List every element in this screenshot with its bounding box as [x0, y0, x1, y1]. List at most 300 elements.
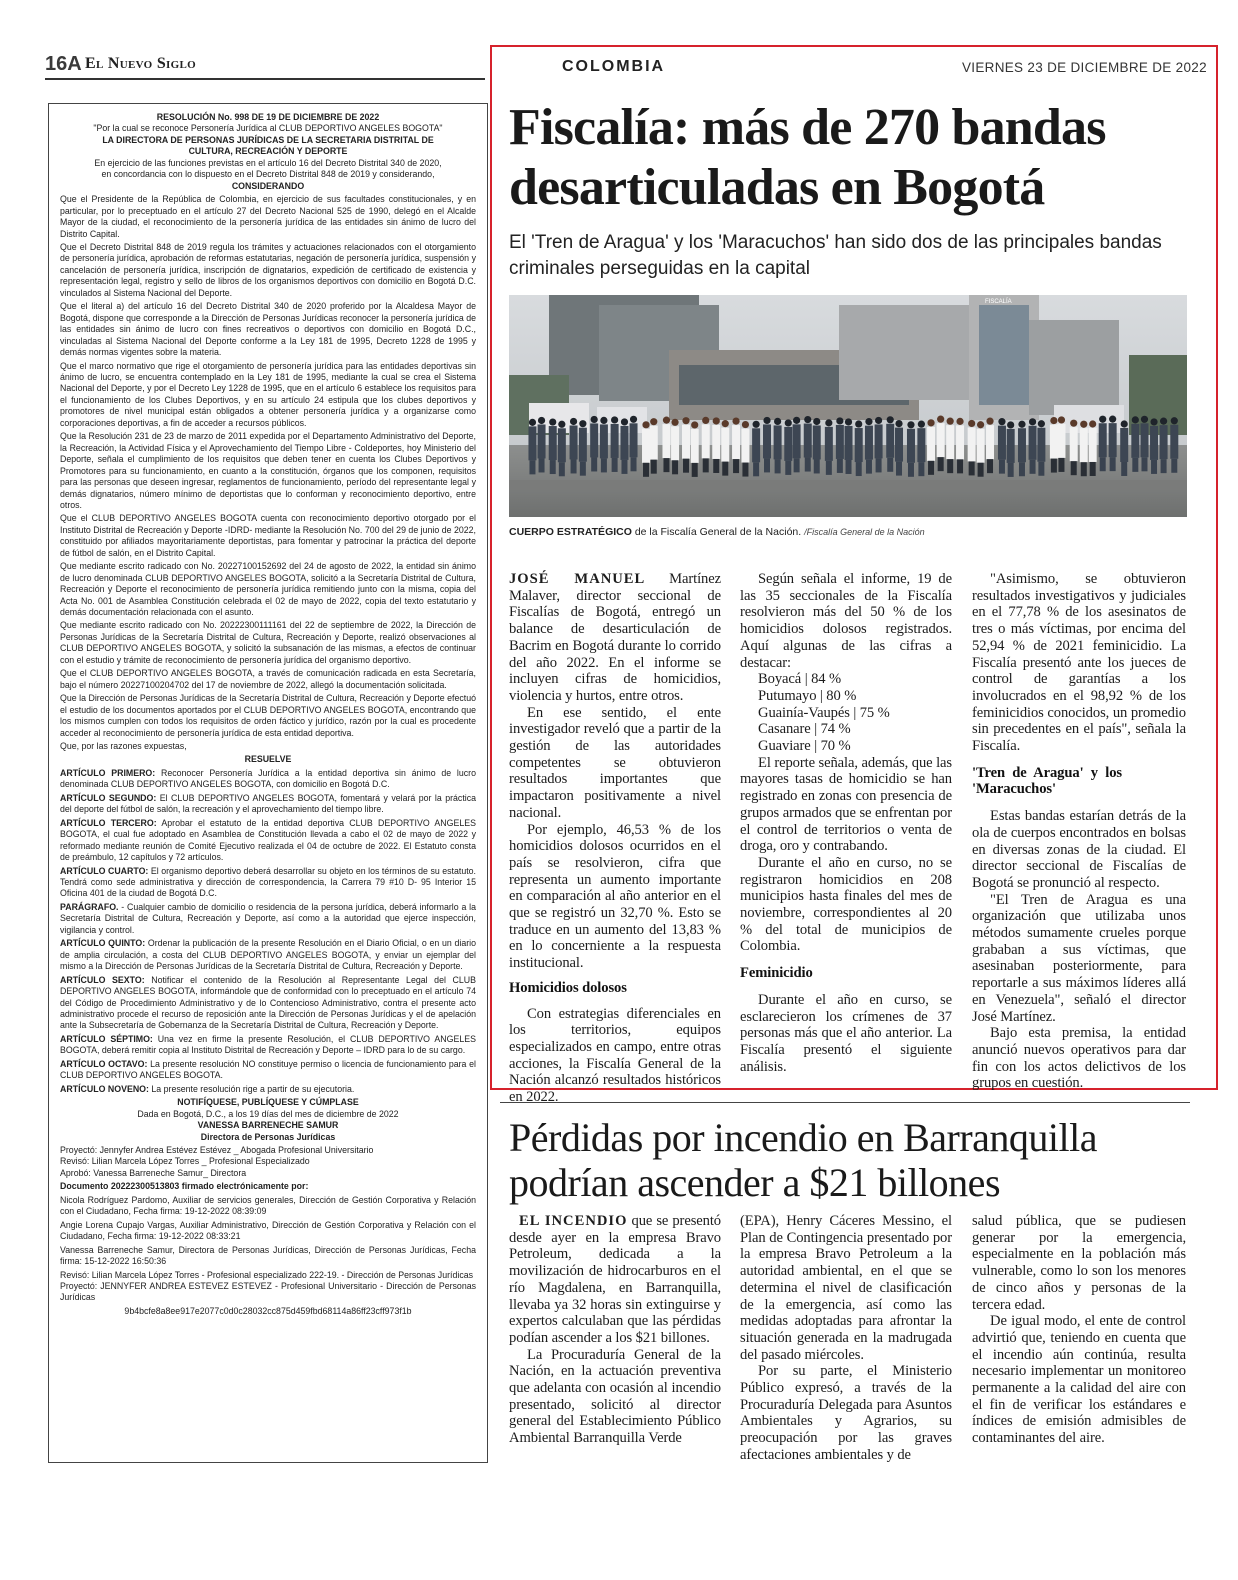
approved-by: Aprobó: Vanessa Barreneche Samur_ Directora [60, 1167, 247, 1178]
person-figure [1070, 427, 1078, 461]
page-number: 16A [45, 53, 82, 75]
article-text: Ordenar la publicación de la presente Resolución en el Diario Oficial, o en un diario de amplia circulación, a costa del CLUB DEPORTIVO ANGELES BOGOTA, y enviar un ejemplar del mismo a la Dirección de Personas Jurídicas de la Secretaría Distrital de Cultura, Recreación y Deporte. [60, 938, 476, 972]
notify-line: NOTIFÍQUESE, PUBLÍQUESE Y CÚMPLASE [177, 1097, 359, 1108]
person-figure [793, 424, 801, 458]
article2-column-3 [972, 1213, 1186, 1447]
stat-item: Casanare | 74 % [758, 721, 851, 738]
person-legs [826, 461, 832, 475]
caption-text: de la Fiscalía General de la Nación. [631, 526, 802, 538]
person-figure [570, 425, 578, 459]
person-legs [1090, 462, 1096, 476]
article-clause [60, 818, 476, 864]
person-figure [691, 429, 699, 463]
person-figure [1131, 424, 1139, 458]
person-legs [1071, 461, 1077, 475]
person-head [570, 418, 577, 425]
person-head [865, 418, 872, 425]
person-legs [571, 459, 577, 473]
article-text: Notificar el contenido de la Resolución al Representante Legal del CLUB DEPORTIVO ANGELES BOGOTA, informándole que de conformidad con lo preceptuado en el artículo 74 del Código de Procedimiento Administrativo y de lo Contencioso Administrativo, contra el presente acto administrativo procede el recurso de reposición ante la Dirección de Personas Jurídicas y el de apelación ante la Subsecretaría de Gobernanza de la Secretaría Distrital de Cultura, Recreación y Deporte. [60, 974, 476, 1031]
person-legs [928, 461, 934, 475]
person-head [927, 419, 934, 426]
lead-text: Martínez Malaver, director seccional de Fiscalías de Bogotá, entregó un balance de desarticulación de Bacrim en Bogotá durante lo corrido del año 2022. En el informe se incluyen cifras de homicidios, violencia y hurtos, entre otros. [509, 571, 721, 704]
person-figure [763, 424, 771, 458]
person-figure [558, 428, 566, 462]
article-clause [60, 1059, 476, 1082]
person-figure [937, 423, 945, 457]
person-legs [908, 463, 914, 477]
article-text: El CLUB DEPORTIVO ANGELES BOGOTA, fomentará y velará por la práctica del deporte del fútbol de salón, la recreación y el aprovechamiento del tiempo libre. [60, 792, 477, 815]
photo-fiscalia-group [509, 295, 1187, 517]
article-label: ARTÍCULO TERCERO: [60, 817, 157, 828]
person-head [713, 417, 720, 424]
person-head [538, 417, 545, 424]
person-figure [590, 423, 598, 457]
person-legs [947, 459, 953, 473]
intro-line-2: en concordancia con lo dispuesto en el Decreto Distrital 848 de 2019 y considerando, [101, 169, 435, 180]
person-legs [785, 461, 791, 475]
person-legs [856, 462, 862, 476]
person-head [1018, 421, 1025, 428]
person-figure [927, 427, 935, 461]
person-legs [1151, 460, 1157, 474]
paragraph: Bajo esta premisa, la entidad anunció nuevos operativos para dar fin con los actos delictivos de los grupos en cuestión. [972, 1025, 1186, 1092]
person-legs [1132, 458, 1138, 472]
person-figure [986, 425, 994, 459]
signer-name: VANESSA BARRENECHE SAMUR [197, 1120, 339, 1131]
issue-date: VIERNES 23 DE DICIEMBRE DE 2022 [962, 60, 1207, 75]
person-figure [642, 429, 650, 463]
person-figure [836, 425, 844, 459]
person-legs [764, 458, 770, 472]
article-text: La presente resolución rige a partir de su ejecutoria. [148, 1083, 355, 1094]
legal-notice [48, 103, 488, 1463]
person-legs [703, 458, 709, 472]
article-label: ARTÍCULO PRIMERO: [60, 767, 156, 778]
intro-line-1: En ejercicio de las funciones previstas en el artículo 16 del Decreto Distrital 340 de 2020, [94, 157, 442, 168]
considerando-heading: CONSIDERANDO [231, 180, 305, 191]
authority-line-1: LA DIRECTORA DE PERSONAS JURÍDICAS DE LA SECRETARIA DISTRITAL DE [102, 134, 434, 145]
electronic-signature-line: Documento 20222300513803 firmado electrónicamente por: [60, 1181, 309, 1192]
article-text: - Cualquier cambio de domicilio o residencia de la persona jurídica, deberá informarlo a la Secretaría Distrital de Cultura, Recreación y Deporte, así como a la autoridad que ejerce inspección, vigilancia y control. [60, 901, 476, 935]
paragraph: Según señala el informe, 19 de las 35 seccionales de la Fiscalía resolvieron más del 50 % de los homicidios dolosos registrados. Aquí algunas de las cifras a destacar: [740, 571, 952, 671]
person-legs [591, 457, 597, 471]
headline-barranquilla: Pérdidas por incendio en Barranquilla podrían ascender a $21 billones [509, 1115, 1097, 1205]
person-head [793, 417, 800, 424]
person-legs [969, 461, 975, 475]
person-figure [998, 426, 1006, 460]
person-head [947, 418, 954, 425]
article-text: La presente resolución NO constituye permiso o licencia de funcionamiento para el CLUB DEPORTIVO ANGELES BOGOTA. [60, 1058, 476, 1081]
considerando-paragraph: Que el CLUB DEPORTIVO ANGELES BOGOTA, a través de comunicación radicada en esta Secretaría, bajo el número 20227100204702 del 17 de noviembre de 2022, allegó la documentación solicitada. [60, 668, 476, 690]
person-figure [886, 424, 894, 458]
person-figure [1150, 426, 1158, 460]
article1-column-3 [972, 571, 1186, 1092]
person-figure [682, 425, 690, 459]
person-figure [875, 424, 883, 458]
person-head [887, 416, 894, 423]
person-figure [752, 428, 760, 462]
person-head [558, 421, 565, 428]
person-figure [825, 427, 833, 461]
person-legs [1121, 462, 1127, 476]
projected-by-2: Proyectó: JENNYFER ANDREA ESTEVEZ ESTEVEZ - Profesional Universitario - Dirección de Personas Jurídicas [60, 1280, 476, 1303]
paragraph-continued: (EPA), Henry Cáceres Messino, el Plan de Contingencia presentado por la empresa Bravo Petroleum a la autoridad ambiental, en el que se determina el nivel de clasificación de la emergencia, así como las medidas adoptadas para afrontar la situación generada en la madrugada del pasado miércoles. [740, 1213, 952, 1363]
person-figure [538, 424, 546, 458]
paragraph: "Asimismo, se obtuvieron resultados investigativos y judiciales en el 77,78 % de los asesinatos de tres o más víctimas, por encima del 52,94 % de 2021 feminicidio. La Fiscalía presentó ante los jueces de control de garantías a los involucrados en el 98,92 % de los feminicidios conocidos, un promedio sin precedentes en el país", señala la Fiscalía. [972, 571, 1186, 755]
person-legs [733, 459, 739, 473]
person-head [753, 421, 760, 428]
person-figure [1029, 426, 1037, 460]
considerando-paragraph: Que mediante escrito radicado con No. 20222300111161 del 22 de septiembre de 2022, la Dirección de Personas Jurídicas de la Secretaría Distrital de Cultura, Recreación y Deporte, realizó observaciones al CLUB DEPORTIVO ANGELES BOGOTA, y solicitó la subsanación de las mismas, a efectos de continuar con el estudio y trámite de reconocimiento de personería jurídica del organismo deportivo. [60, 620, 476, 665]
signature-2: Angie Lorena Cupajo Vargas, Auxiliar Administrativo, Dirección de Gestión Corporativa y Relación con el Ciudadano, Fecha firma: 19-12-2022 08:33:21 [60, 1219, 476, 1242]
paragraph: En ese sentido, el ente investigador reveló que a partir de la gestión de las autoridades competentes se obtuvieron resultados importantes que impactaron positivamente a nivel nacional. [509, 704, 721, 821]
person-legs [938, 457, 944, 471]
person-head [702, 417, 709, 424]
reviewed-by: Revisó: Lilian Marcela López Torres _ Profesional Especializado [60, 1156, 310, 1167]
person-head [1132, 416, 1139, 423]
person-legs [896, 462, 902, 476]
person-head [621, 418, 628, 425]
caption-credit: /Fiscalía General de la Nación [804, 527, 925, 537]
person-figure [956, 425, 964, 459]
person-head [642, 421, 649, 428]
paragraph: Durante el año en curso, se esclarecieron los crímenes de 37 personas más que el año anterior. La Fiscalía presentó el siguiente análisis. [740, 991, 952, 1075]
person-legs [1100, 457, 1106, 471]
person-head [600, 417, 607, 424]
paragraph: El reporte señala, además, que las mayores tasas de homicidio se han registrado en zonas con presencia de grupos armados que se enfrentan por el control de territorios o venta de droga, oro y contrabando. [740, 754, 952, 855]
article2-column-1 [509, 1213, 721, 1447]
person-figure [600, 424, 608, 458]
person-legs [742, 463, 748, 477]
article-label: ARTÍCULO SEGUNDO: [60, 792, 157, 803]
person-figure [804, 424, 812, 458]
person-head [836, 417, 843, 424]
person-legs [621, 460, 627, 474]
article-clause [60, 866, 476, 900]
person-legs [612, 458, 618, 472]
paragraph: Estas bandas estarían detrás de la ola de cuerpos encontrados en bolsas en diversas zonas de la ciudad. El director seccional de Fiscalías de Bogotá se pronunció al respecto. [972, 808, 1186, 891]
person-legs [663, 458, 669, 472]
person-head [785, 419, 792, 426]
paragraph-continued: salud pública, que se pudiesen generar por la emergencia, especialmente en la población más vulnerable, como lo son los menores de cinco años y personas de la tercera edad. [972, 1213, 1186, 1313]
person-head [804, 416, 811, 423]
person-legs [692, 463, 698, 477]
person-head [825, 419, 832, 426]
person-legs [580, 462, 586, 476]
person-figure [1018, 428, 1026, 462]
person-legs [866, 460, 872, 474]
person-head [691, 421, 698, 428]
person-head [845, 418, 852, 425]
person-head [1150, 418, 1157, 425]
person-head [956, 418, 963, 425]
person-figure [774, 425, 782, 459]
person-head [1171, 417, 1178, 424]
subheadline-fiscalia: El 'Tren de Aragua' y los 'Maracuchos' han sido dos de las principales bandas criminales perseguidas en la capital [509, 232, 1162, 279]
person-legs [957, 459, 963, 473]
fiscalia-building-sign: FISCALÍA [985, 299, 1012, 305]
signer-role: Directora de Personas Jurídicas [200, 1131, 336, 1142]
lead-name: JOSÉ MANUEL [509, 571, 646, 587]
person-figure [1080, 428, 1088, 462]
article-clause [60, 1084, 476, 1095]
person-head [611, 416, 618, 423]
article-label: PARÁGRAFO. [60, 901, 119, 912]
person-figure [549, 426, 557, 460]
considerando-paragraph: Que el marco normativo que rige el otorgamiento de personería jurídica para las entidades deportivas sin ánimo de lucro, se encuentra contemplado en la Ley 181 de 1995, mediante la cual se crea el Sistema Nacional del Deporte, y por el Decreto Ley 1228 de 1995, que en el artículo 6 establece los requisitos para el funcionamiento de los Clubes Deportivos, y en su artículo 24 estipula que los clubes deportivos y promotores de nivel municipal están obligados a obtener personería jurídica y a organizarse como corporaciones deportivas, a fin de acceder a recursos públicos. [60, 360, 476, 428]
articles-list [60, 768, 476, 1095]
person-legs [1019, 462, 1025, 476]
person-head [1050, 417, 1057, 424]
person-legs [1030, 460, 1036, 474]
article-label: ARTÍCULO CUARTO: [60, 865, 149, 876]
headline-fiscalia: Fiscalía: más de 270 bandas desarticuladas en Bogotá [509, 99, 1106, 216]
person-figure [1109, 423, 1117, 457]
person-head [549, 418, 556, 425]
person-legs [683, 459, 689, 473]
person-figure [712, 425, 720, 459]
person-legs [805, 458, 811, 472]
person-legs [672, 460, 678, 474]
person-head [986, 418, 993, 425]
considerando-paragraph: Que, por las razones expuestas, [60, 741, 187, 752]
person-head [977, 421, 984, 428]
person-legs [837, 459, 843, 473]
person-legs [876, 458, 882, 472]
person-figure [528, 426, 536, 460]
person-figure [784, 427, 792, 461]
person-figure [907, 429, 915, 463]
person-head [907, 421, 914, 428]
person-head [1080, 421, 1087, 428]
article2-column-2 [740, 1213, 952, 1464]
article-label: ARTÍCULO NOVENO: [60, 1083, 149, 1094]
paragraph: Por ejemplo, 46,53 % de los homicidios dolosos ocurridos en el país se resolvieron, cifra que representa un aumento importante en comparación al año anterior en el que se registró un 32,70 %. Esto se traduce en un aumento del 13,83 % en lo concerniente a la respuesta institucional. [509, 821, 721, 972]
article-label: ARTÍCULO OCTAVO: [60, 1058, 148, 1069]
person-figure [1089, 428, 1097, 462]
person-head [774, 418, 781, 425]
person-figure [895, 428, 903, 462]
person-figure [1099, 423, 1107, 457]
person-head [937, 416, 944, 423]
person-figure [1037, 428, 1045, 462]
person-head [968, 420, 975, 427]
person-figure [845, 426, 853, 460]
person-head [1029, 418, 1036, 425]
person-legs [1161, 459, 1167, 473]
person-head [1070, 420, 1077, 427]
person-figure [741, 429, 749, 463]
person-figure [1170, 425, 1178, 459]
person-head [650, 418, 657, 425]
person-figure [721, 428, 729, 462]
person-head [813, 418, 820, 425]
photo-caption [509, 526, 1189, 538]
article-text: Reconocer Personería Jurídica a la entidad deportiva sin ánimo de lucro denominada CLUB DEPORTIVO ANGELES BOGOTA, con domicilio en Bogotá D.C. [60, 767, 477, 790]
article-text: Una vez en firme la presente Resolución, el CLUB DEPORTIVO ANGELES BOGOTA, deberá remitir copia al Instituto Distrital de Recreación y Deporte – IDRD para lo de su cargo. [60, 1033, 476, 1056]
person-head [1007, 421, 1014, 428]
person-legs [601, 458, 607, 472]
person-head [722, 420, 729, 427]
considerando-paragraph: Que el literal a) del artículo 16 del Decreto Distrital 340 de 2020 proferido por la Alcaldesa Mayor de Bogotá, dispone que corresponde a la Dirección de Personas Jurídicas reconocer la personería jurídica de las entidades sin ánimo de lucro con fines recreativos o deportivos con domicilio en Bogotá D.C., vinculadas al Sistema Nacional del Deporte conforme a la Ley 181 de 1995, Decreto 1228 de 1995 y demás normas vigentes sobre la materia. [60, 301, 476, 358]
person-legs [753, 462, 759, 476]
person-figure [855, 428, 863, 462]
person-legs [1008, 463, 1014, 477]
considerando-paragraph: Que mediante escrito radicado con No. 20227100152692 del 24 de agosto de 2022, la entidad sin ánimo de lucro denominada CLUB DEPORTIVO ANGELES BOGOTA, solicitó a la Secretaría Distrital de Cultura, Recreación y Deporte el reconocimiento de personería jurídica remitiendo junto con la misma, copia del Acta No. 001 de Asamblea Constitución celebrada el 02 de mayo de 2022, copia del texto estatutario y demás documentación relacionada con el asunto. [60, 561, 476, 618]
article-label: ARTÍCULO SEXTO: [60, 974, 145, 985]
article-label: ARTÍCULO SÉPTIMO: [60, 1033, 153, 1044]
person-figure [630, 423, 638, 457]
newspaper-name: El Nuevo Siglo [85, 55, 196, 72]
article1-column-1 [509, 571, 721, 1106]
article-clause [60, 975, 476, 1032]
lead-name: EL INCENDIO [519, 1213, 628, 1229]
person-head [1038, 420, 1045, 427]
person-legs [978, 463, 984, 477]
person-legs [918, 462, 924, 476]
person-head [671, 419, 678, 426]
person-head [1089, 420, 1096, 427]
person-legs [559, 462, 565, 476]
person-head [855, 420, 862, 427]
resolution-title: RESOLUCIÓN No. 998 DE 19 DE DICIEMBRE DE 2022 [156, 112, 380, 122]
person-legs [1171, 459, 1177, 473]
person-figure [662, 424, 670, 458]
person-legs [550, 460, 556, 474]
caption-bold: CUERPO ESTRATÉGICO [509, 526, 632, 538]
person-head [663, 417, 670, 424]
section-label: COLOMBIA [562, 58, 666, 75]
article-label: ARTÍCULO QUINTO: [60, 938, 146, 949]
paragraph: Durante el año en curso, no se registraron homicidios en 208 municipios hasta finales del mes de noviembre, correspondientes al 20 % del total de municipios de Colombia. [740, 854, 952, 955]
person-head [682, 417, 689, 424]
article-clause [60, 902, 476, 936]
person-figure [1050, 425, 1058, 459]
person-figure [1007, 429, 1015, 463]
person-head [1058, 416, 1065, 423]
person-head [895, 420, 902, 427]
person-legs [1051, 459, 1057, 473]
stat-item: Putumayo | 80 % [758, 687, 857, 704]
person-figure [968, 427, 976, 461]
resuelve-heading: RESUELVE [244, 754, 292, 765]
person-legs [643, 463, 649, 477]
person-figure [977, 429, 985, 463]
projected-by: Proyectó: Jennyfer Andrea Estévez Estévez _ Abogada Profesional Universitario [60, 1144, 374, 1155]
person-legs [775, 459, 781, 473]
stats-list [740, 671, 952, 755]
person-figure [671, 426, 679, 460]
person-figure [732, 425, 740, 459]
document-hash: 9b4bcfe8a8ee917e2077c0d0c28032cc875d459fbd68114a86ff23cff973f1b [124, 1305, 412, 1316]
person-head [579, 420, 586, 427]
article-clause [60, 1034, 476, 1057]
considerando-paragraphs [60, 194, 476, 752]
considerando-paragraph: Que el Presidente de la República de Colombia, en ejercicio de sus facultades constitucionales, y en particular, por lo preceptuado en el artículo 27 del Decreto Nacional 525 de 1990, delegó en el Alcalde Mayor de la ciudad, el reconocimiento de la personería jurídica de las entidades sin ánimo de lucro del Distrito Capital. [60, 194, 476, 239]
subhead-feminicidio: Feminicidio [740, 965, 813, 982]
person-legs [722, 462, 728, 476]
person-figure [1160, 425, 1168, 459]
subhead-tren-de-aragua: 'Tren de Aragua' y los 'Maracuchos' [972, 764, 1122, 798]
signature-1: Nicola Rodríguez Pardomo, Auxiliar de servicios generales, Dirección de Gestión Corporativa y Relación con el Ciudadano, Fecha firma: 19-12-2022 08:39:09 [60, 1194, 476, 1217]
person-figure [650, 426, 658, 460]
person-legs [1141, 457, 1147, 471]
signature-3: Vanessa Barreneche Samur, Directora de Personas Jurídicas, Dirección de Personas Jurídicas, Fecha firma: 15-12-2022 16:50:36 [60, 1244, 476, 1267]
person-head [591, 416, 598, 423]
person-head [918, 421, 925, 428]
person-figure [1120, 428, 1128, 462]
person-head [875, 417, 882, 424]
person-legs [1081, 462, 1087, 476]
person-legs [814, 459, 820, 473]
person-legs [999, 460, 1005, 474]
person-head [1121, 420, 1128, 427]
person-legs [887, 458, 893, 472]
stat-item: Guainía-Vaupés | 75 % [758, 704, 890, 721]
person-figure [620, 426, 628, 460]
person-head [1109, 416, 1116, 423]
person-head [742, 421, 749, 428]
paragraph: De igual modo, el ente de control advirtió que, teniendo en cuenta que el incendio aún continúa, resulta necesario implementar un monitoreo permanente a la calidad del aire con el fin de verificar los estándares e índices de emisión admisibles de contaminantes del aire. [972, 1313, 1186, 1447]
authority-line-2: CULTURA, RECREACIÓN Y DEPORTE [188, 146, 348, 157]
person-head [630, 416, 637, 423]
person-legs [631, 457, 637, 471]
person-figure [702, 424, 710, 458]
article-clause [60, 793, 476, 816]
person-head [1141, 416, 1148, 423]
person-figure [865, 426, 873, 460]
article-clause [60, 938, 476, 972]
given-line: Dada en Bogotá, D.C., a los 19 días del mes de diciembre de 2022 [137, 1108, 399, 1119]
person-figure [1057, 424, 1065, 458]
person-legs [1110, 457, 1116, 471]
person-figure [917, 428, 925, 462]
lead-text: que se presentó desde ayer en la empresa Bravo Petroleum, dedicada a la movilización de hidrocarburos en el río Magdalena, en Barranquilla, llevaba ya 32 horas sin extinguirse y expertos calculaban que las pérdidas podían ascender a los $21 billones. [509, 1213, 721, 1346]
paragraph: Con estrategias diferenciales en los territorios, equipos especializados en campo, entre otras acciones, la Fiscalía General de la Nación alcanzó resultados históricos en 2022. [509, 1005, 721, 1106]
person-legs [713, 459, 719, 473]
considerando-paragraph: Que el CLUB DEPORTIVO ANGELES BOGOTA cuenta con reconocimiento deportivo otorgado por el Instituto Distrital de Recreación y Deporte -IDRD- mediante la Resolución No. 700 del 29 de junio de 2022, constituido por afiliados mayoritariamente deportistas, para fomentar y patrocinar la práctica del deporte de fútbol de salón, en el Distrito Capital. [60, 513, 476, 558]
reviewed-by-2: Revisó: Lilian Marcela López Torres - Profesional especializado 222-19. - Dirección de Personas Jurídicas [60, 1269, 474, 1280]
person-head [1160, 418, 1167, 425]
person-legs [529, 460, 535, 474]
article-divider [500, 1102, 1190, 1103]
article-clause [60, 768, 476, 791]
person-legs [539, 458, 545, 472]
article-text: El organismo deportivo deberá desarrollar su objeto en los términos de su estatuto. Tendrá como sede administrativa y dirección de correspondencia, la Carrera 79 #10 D- 95 Interior 15 Oficina 401 de la ciudad de Bogotá D.C. [60, 865, 476, 899]
person-legs [987, 459, 993, 473]
considerando-paragraph: Que la Dirección de Personas Jurídicas de la Secretaría Distrital de Cultura, Recreación y Deporte efectuó el estudio de los documentos aportados por el CLUB DEPORTIVO ANGELES BOGOTA, encontrando que los mismos cumplen con todos los requisitos de orden fáctico y jurídico, razón por la cual es procedente acceder al reconocimiento de personería jurídica de esta entidad deportiva. [60, 693, 476, 738]
stat-item: Boyacá | 84 % [758, 671, 842, 688]
article-text: Aprobar el estatuto de la entidad deportiva CLUB DEPORTIVO ANGELES BOGOTA, el cual fue adoptado en Asamblea de Constitución llevada a cabo el 02 de mayo de 2022 y reformado mediante reunión de Comité Ejecutivo realizada el 04 de octubre de 2022. El Estatuto consta de preámbulo, 12 capítulos y 72 artículos. [60, 817, 476, 863]
person-head [529, 419, 536, 426]
paragraph: "El Tren de Aragua es una organización que utilizaba unos métodos sumamente crueles porque grababan a sus víctimas, que asesinaban posteriormente, para reportarle a sus máximos líderes allá en Venezuela", señaló el director José Martínez. [972, 891, 1186, 1025]
person-head [763, 417, 770, 424]
person-legs [1058, 458, 1064, 472]
person-figure [579, 428, 587, 462]
resolution-quote: "Por la cual se reconoce Personería Jurídica al CLUB DEPORTIVO ANGELES BOGOTA" [93, 123, 443, 134]
person-figure [611, 424, 619, 458]
subhead-homicidios: Homicidios dolosos [509, 979, 627, 996]
paragraph: La Procuraduría General de la Nación, en la actuación preventiva que adelanta con ocasión al incendio presentado, solicitó al director general del Establecimiento Público Ambiental Barranquilla Verde [509, 1346, 721, 1447]
person-head [732, 418, 739, 425]
person-figure [946, 425, 954, 459]
person-head [1099, 416, 1106, 423]
person-legs [846, 460, 852, 474]
person-legs [651, 460, 657, 474]
paragraph: Por su parte, el Ministerio Público expresó, a través de la Procuraduría Delegada para Asuntos Ambientales y Agrarios, su preocupación por las graves afectaciones ambientales y de [740, 1363, 952, 1463]
person-legs [1038, 462, 1044, 476]
considerando-paragraph: Que el Decreto Distrital 848 de 2019 regula los trámites y actuaciones relacionados con el otorgamiento de personería jurídica, aprobación de reformas estatutarias, negación de personería jurídica, suspensión y cancelación de personería jurídica, inscripción de dignatarios, expedición de certificado de existencia y representación legal, registro y sello de libros de los organismos deportivos con domicilio en Bogotá D.C. vinculados al Sistema Nacional del Deporte. [60, 241, 476, 298]
